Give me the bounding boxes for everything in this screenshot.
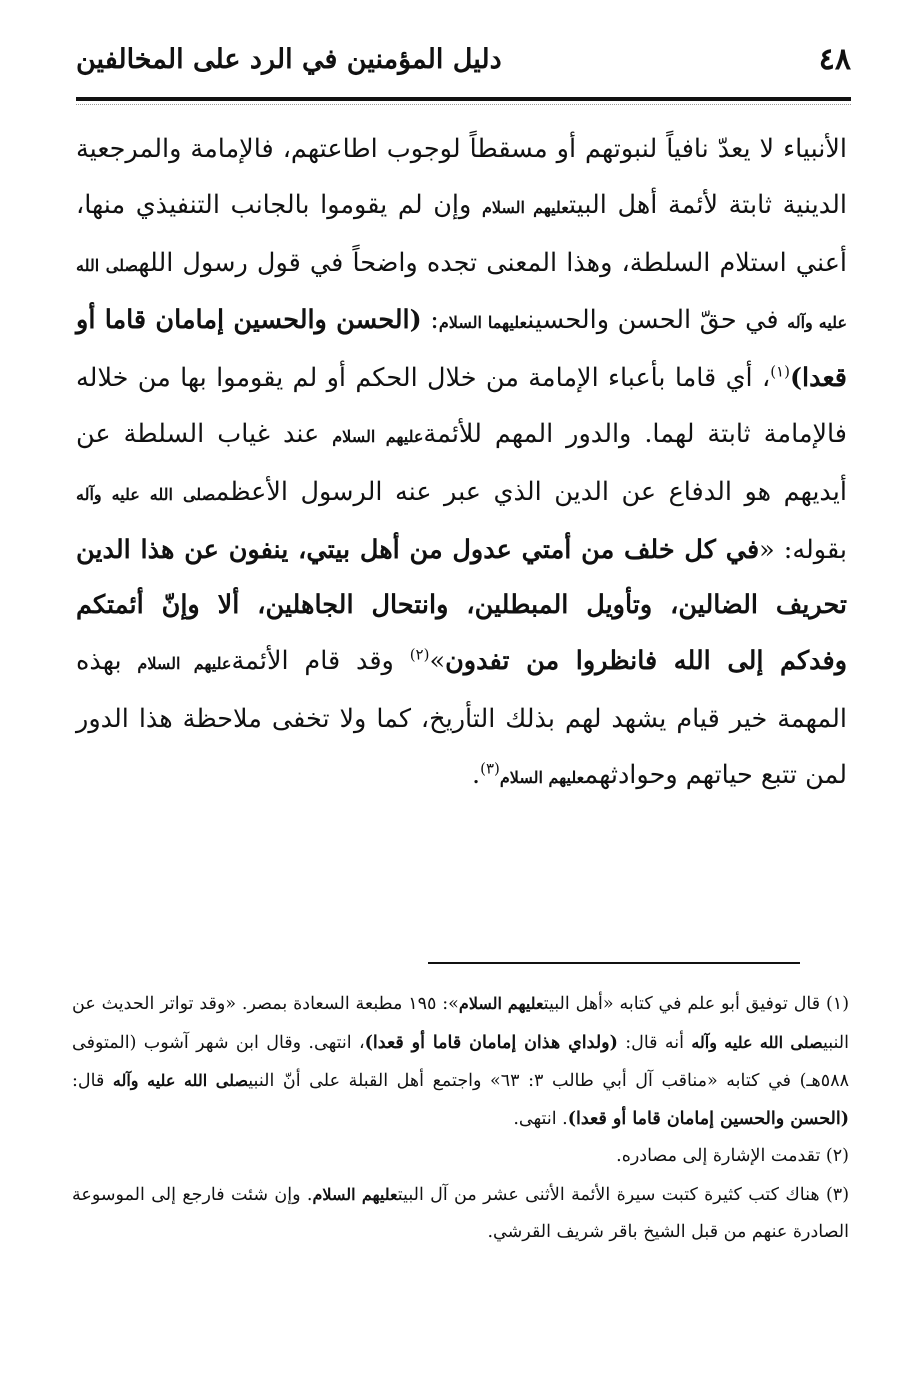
honorific-symbol: عليهم السلام: [499, 767, 585, 787]
hadith-quote: (ولداي هذان إمامان قاما أو قعدا): [364, 1032, 618, 1053]
footnote-1: [72, 985, 849, 1138]
footnote-ref-3[interactable]: (٣): [480, 759, 500, 778]
text-run: أنه قال:: [617, 1032, 692, 1053]
honorific-symbol: عليهما السلام: [438, 313, 528, 333]
honorific-symbol: صلى الله عليه وآله: [76, 255, 848, 333]
honorific-symbol: عليهم السلام: [481, 197, 569, 217]
honorific-symbol: عليهم السلام: [137, 654, 232, 674]
text-run: »: ١٩٥ مطبعة السعادة بمصر. «وقد تواتر الحديث عن النبي: [72, 994, 849, 1053]
header-rule-dotted: [76, 104, 851, 105]
header-rule: [76, 97, 851, 101]
text-run: (٣) هناك كتب كثيرة كتبت سيرة الأئمة الأثنى عشر من آل البيت: [397, 1184, 850, 1205]
honorific-symbol: عليهم السلام: [312, 1184, 398, 1204]
honorific-symbol: عليهم السلام: [332, 426, 424, 446]
hadith-quote: في كل خلف من أمتي عدول من أهل بيتي، ينفون عن هذا الدين تحريف الضالين، وتأويل المبطلين، وانتحال الجاهلين، ألا وإنّ أئمتكم وفدكم إلى الله فانظروا من تفدون: [76, 534, 848, 677]
honorific-symbol: صلى الله عليه وآله: [76, 484, 216, 504]
running-title: دليل المؤمنين في الرد على المخالفين: [76, 44, 502, 75]
footnote-ref-2[interactable]: (٢): [409, 645, 430, 664]
footnotes: [72, 985, 849, 1252]
hadith-quote: (الحسن والحسين إمامان قاما أو قعدا): [567, 1108, 849, 1129]
text-run: بقوله: «: [759, 534, 847, 565]
footnote-2: (٢) تقدمت الإشارة إلى مصادره.: [616, 1146, 849, 1166]
text-run: بهذه المهمة خير قيام يشهد لهم بذلك التأريخ، كما ولا تخفى ملاحظة هذا الدور لمن تتبع حياتهم وحوادثهم: [76, 646, 847, 790]
text-run: ، أي قاما بأعباء الإمامة من خلال الحكم أو لم يقوموا بها من خلاله فالإمامة ثابتة لهما. والدور المهم للأئمة: [76, 363, 847, 449]
paragraph: [76, 122, 847, 806]
honorific-symbol: صلى الله عليه وآله: [691, 1032, 823, 1052]
text-run: الأنبياء لا يعدّ نافياً لنبوتهم أو مسقطاً لوجوب اطاعتهم، فالإمامة والمرجعية الدينية ثابتة لأئمة أهل البيت: [76, 134, 847, 220]
hadith-quote: (الحسن والحسين إمامان قاما أو قعدا): [76, 305, 847, 394]
text-run: قال:: [72, 1071, 113, 1091]
footnote-ref-1[interactable]: (١): [770, 362, 790, 381]
footnote-separator: [428, 962, 800, 964]
text-run: . وإن شئت فارجع إلى الموسوعة الصادرة عنهم من قبل الشيخ باقر شريف القرشي.: [72, 1184, 849, 1242]
page-number: ٤٨: [818, 42, 851, 77]
page-header: [76, 40, 851, 100]
footnote-3: [72, 1176, 849, 1252]
text-run: ، انتهى. وقال ابن شهر آشوب (المتوفى ٥٨٨هـ) في كتابه «مناقب آل أبي طالب ٣: ٦٣» واجتمع أهل القبلة على أنّ النبي: [72, 1032, 849, 1091]
main-text: [76, 122, 847, 806]
honorific-symbol: صلى الله عليه وآله: [112, 1071, 249, 1090]
text-run: .: [471, 759, 481, 790]
text-run: :: [421, 305, 439, 336]
text-run: »: [429, 646, 446, 677]
honorific-symbol: عليهم السلام: [458, 994, 544, 1013]
text-run: . انتهى.: [513, 1108, 568, 1129]
text-run: وقد قام الأئمة: [231, 646, 410, 677]
text-run: (١) قال توفيق أبو علم في كتابه «أهل البيت: [543, 994, 850, 1014]
text-run: عند غياب السلطة عن أيديهم هو الدفاع عن الدين الذي عبر عنه الرسول الأعظم: [76, 418, 847, 507]
text-run: في حقّ الحسن والحسين: [527, 305, 788, 336]
text-run: وإن لم يقوموا بالجانب التنفيذي منها، أعني استلام السلطة، وهذا المعنى تجده واضحاً في قول رسول الله: [76, 189, 847, 278]
